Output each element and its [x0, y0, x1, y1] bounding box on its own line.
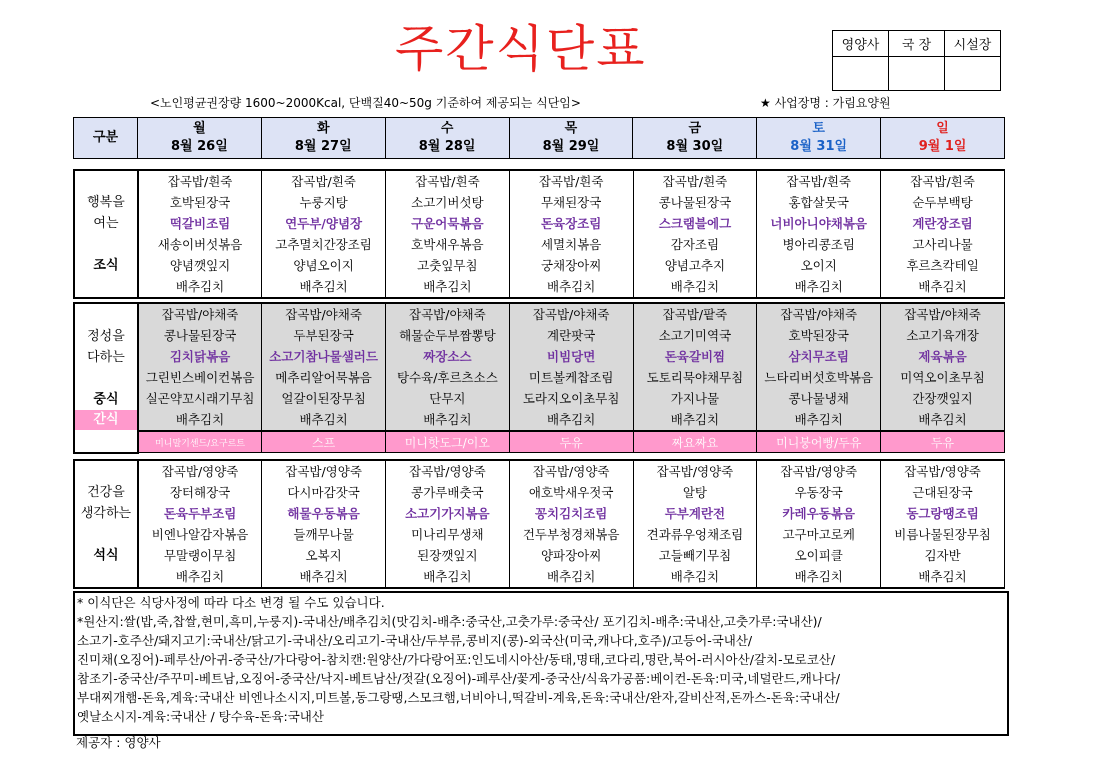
dinner-cell-wed	[385, 460, 509, 588]
day-date: 8월 27일	[294, 139, 352, 154]
main-dish: 구운어묵볶음	[411, 216, 484, 231]
breakfast-cell-tue	[262, 170, 386, 298]
menu-item: 잡곡밥/영양죽	[780, 464, 858, 479]
day-date: 8월 31일	[790, 139, 848, 154]
menu-item: 배추김치	[918, 279, 967, 294]
menu-item: 미트볼케찹조림	[528, 370, 614, 385]
menu-item: 그린빈스베이컨볶음	[145, 370, 255, 385]
menu-item: 비름나물된장무침	[894, 527, 991, 542]
day-header-wed	[385, 118, 509, 159]
day-date: 8월 28일	[418, 139, 476, 154]
snack-cell-thu: 두유	[509, 431, 633, 453]
lunch-cell-sun	[881, 303, 1005, 431]
menu-item: 잡곡밥/영양죽	[409, 464, 486, 479]
menu-item: 잡곡밥/흰죽	[415, 174, 480, 189]
menu-item: 배추김치	[547, 279, 596, 294]
page-title: 주간식단표	[395, 20, 647, 78]
menu-item: 비엔나알감자볶음	[151, 527, 249, 542]
menu-item: 간장깻잎지	[912, 391, 973, 406]
menu-item: 잡곡밥/영양죽	[656, 464, 734, 479]
main-dish: 돈육두부조림	[163, 506, 237, 521]
menu-item: 건두부청경채볶음	[522, 527, 620, 542]
menu-item: 호박된장국	[169, 195, 231, 210]
main-dish: 삼치무조림	[788, 349, 849, 364]
menu-item: 콩가루배춧국	[411, 485, 484, 500]
snack-cell-tue: 스프	[262, 431, 386, 453]
main-dish: 제육볶음	[918, 349, 967, 364]
menu-item: 콩나물된장국	[658, 195, 732, 210]
snack-cell-wed: 미니핫도그/이오	[385, 431, 509, 453]
menu-item: 배추김치	[423, 569, 472, 584]
meal-slogan: 건강을	[87, 485, 125, 500]
main-dish: 스크램블에그	[658, 216, 732, 231]
menu-item: 잡곡밥/흰죽	[786, 174, 852, 189]
menu-item: 탕수육/후르츠소스	[396, 370, 498, 385]
menu-item: 장터해장국	[169, 485, 231, 500]
menu-item: 도토리묵야채무침	[646, 370, 744, 385]
menu-item: 배추김치	[670, 412, 720, 427]
menu-item: 김자반	[924, 548, 961, 563]
menu-item: 병아리콩조림	[782, 237, 855, 252]
note-line: 부대찌개햄-돈육,계육:국내산 비엔나소시지,미트볼,동그랑땡,스모크햄,너비아니,떡갈비-계육,돈육:국내산/완자,갈비산적,돈까스-돈육:국내산/	[77, 690, 840, 705]
breakfast-label-cell	[74, 170, 138, 298]
day-header	[73, 117, 1005, 159]
menu-item: 애호박새우젓국	[528, 485, 614, 500]
menu-item: 실곤약꼬시래기무침	[145, 391, 255, 406]
day-name: 금	[688, 121, 702, 136]
menu-item: 해물순두부짬뽕탕	[399, 328, 496, 343]
dinner-cell-sat	[757, 460, 881, 588]
day-name: 일	[936, 121, 949, 136]
day-name: 목	[564, 121, 578, 136]
menu-item: 미나리무생채	[411, 527, 484, 542]
breakfast-cell-thu	[509, 170, 633, 298]
note-line: * 이식단은 식당사정에 따라 다소 변경 될 수도 있습니다.	[77, 595, 385, 610]
menu-item: 오이피클	[794, 548, 843, 563]
menu-item: 배추김치	[299, 569, 348, 584]
menu-item: 호박된장국	[788, 328, 849, 343]
note-line: 소고기-호주산/돼지고기:국내산/닭고기-국내산/오리고기-국내산/두부류,콩비지(콩)-외국산(미국,캐나다,호주)/고등어-국내산/	[77, 633, 753, 648]
menu-item: 메추리알어묵볶음	[275, 370, 372, 385]
day-name: 토	[812, 121, 825, 136]
menu-item: 소고기육개장	[906, 328, 979, 343]
lunch-cell-wed	[385, 303, 509, 431]
main-dish: 해물우동볶음	[287, 506, 360, 521]
menu-item: 잡곡밥/야채죽	[780, 307, 858, 322]
menu-item: 계란팟국	[547, 328, 596, 343]
day-name: 수	[440, 121, 454, 136]
menu-item: 알탕	[682, 485, 708, 500]
menu-item: 잡곡밥/야채죽	[409, 307, 486, 322]
lunch-label-cell	[74, 303, 138, 453]
breakfast-cell-wed	[385, 170, 509, 298]
menu-item: 잡곡밥/영양죽	[285, 464, 362, 479]
menu-item: 호박새우볶음	[411, 237, 484, 252]
menu-item: 양파장아찌	[540, 548, 602, 563]
menu-item: 세멸치볶음	[540, 237, 602, 252]
menu-item: 배추김치	[918, 569, 967, 584]
main-dish: 소고기참나물샐러드	[269, 349, 378, 364]
site-name: ★ 사업장명 : 가림요양원	[760, 96, 891, 110]
menu-item: 다시마감잣국	[287, 485, 360, 500]
menu-item: 소고기버섯탕	[411, 195, 484, 210]
provider: 제공자 : 영양사	[76, 735, 161, 750]
menu-item: 고춧잎무침	[417, 258, 478, 273]
menu-item: 배추김치	[670, 569, 720, 584]
note-line: 진미채(오징어)-페루산/아귀-중국산/가다랑어-참치캔:원양산/가다랑어포:인도네시아산/동태,명태,코다리,명란,북어-러시아산/갈치-모로코산/	[77, 652, 836, 667]
menu-item: 양념깻잎지	[169, 258, 231, 273]
meal-label: 조식	[93, 258, 119, 273]
dinner-label-cell	[74, 460, 138, 588]
lunch-cell-mon	[138, 303, 262, 431]
menu-item: 미역오이초무침	[900, 370, 985, 385]
lunch-cell-thu	[509, 303, 633, 431]
menu-item: 단무지	[429, 391, 466, 406]
lunch-cell-fri	[633, 303, 757, 431]
day-header-sun	[881, 118, 1005, 159]
main-dish: 김치닭볶음	[169, 349, 231, 364]
menu-item: 홍합살뭇국	[788, 195, 849, 210]
menu-item: 배추김치	[670, 279, 720, 294]
menu-item: 무채된장국	[540, 195, 602, 210]
header-label: 구분	[74, 118, 138, 159]
menu-item: 도라지오이초무침	[522, 391, 620, 406]
menu-item: 배추김치	[175, 569, 225, 584]
approval-label-dietitian: 영양사	[833, 31, 889, 57]
menu-item: 배추김치	[794, 569, 843, 584]
approval-box	[832, 30, 1001, 91]
main-dish: 꽁치김치조림	[534, 506, 608, 521]
breakfast-cell-mon	[138, 170, 262, 298]
menu-item: 배추김치	[794, 412, 843, 427]
day-date: 8월 30일	[666, 139, 724, 154]
subtitle: <노인평균권장량 1600~2000Kcal, 단백질40~50g 기준하여 제공되는 식단임>	[150, 96, 581, 110]
menu-item: 배추김치	[918, 412, 967, 427]
breakfast-cell-fri	[633, 170, 757, 298]
menu-item: 잡곡밥/야채죽	[161, 307, 239, 322]
menu-item: 오이지	[800, 258, 837, 273]
day-header-mon	[137, 118, 261, 159]
day-header-tue	[261, 118, 385, 159]
menu-item: 배추김치	[423, 279, 472, 294]
meal-slogan: 생각하는	[80, 506, 132, 521]
menu-item: 잡곡밥/영양죽	[161, 464, 239, 479]
menu-item: 후르츠칵테일	[906, 258, 979, 273]
menu-item: 콩나물냉채	[788, 391, 849, 406]
approval-sign-facility-head[interactable]	[945, 57, 1001, 91]
menu-item: 양념고추지	[664, 258, 726, 273]
dinner-cell-thu	[509, 460, 633, 588]
day-date: 9월 1일	[918, 139, 967, 154]
dinner-cell-mon	[138, 460, 262, 588]
menu-item: 들깨무나물	[293, 527, 354, 542]
lunch-section	[73, 302, 1005, 454]
lunch-cell-sat	[757, 303, 881, 431]
approval-label-director: 국 장	[889, 31, 945, 57]
day-header-sat	[757, 118, 881, 159]
menu-item: 가지나물	[670, 391, 720, 406]
menu-item: 배추김치	[299, 279, 348, 294]
meal-slogan: 행복을	[87, 195, 125, 210]
meal-slogan: 여는	[93, 216, 119, 231]
menu-item: 근대된장국	[912, 485, 973, 500]
menu-item: 잡곡밥/흰죽	[291, 174, 356, 189]
menu-item: 배추김치	[175, 412, 225, 427]
main-dish: 동그랑땡조림	[906, 506, 979, 521]
menu-item: 고구마고로케	[782, 527, 855, 542]
menu-item: 느타리버섯호박볶음	[764, 370, 874, 385]
note-line: 참조기-중국산/주꾸미-베트남,오징어-중국산/낙지-베트남산/젓갈(오징어)-페루산/꽃게-중국산/식육가공품:베이컨-돈육:미국,네덜란드,캐나다/	[77, 671, 841, 686]
note-line: *원산지:쌀(밥,죽,찹쌀,현미,흑미,누룽지)-국내산/배추김치(맛김치-배추:중국산,고춧가루:중국산/ 포기김치-배추:국내산,고춧가루:국내산)/	[77, 614, 822, 629]
day-header-thu	[509, 118, 633, 159]
menu-item: 잡곡밥/야채죽	[285, 307, 362, 322]
menu-item: 누룽지탕	[299, 195, 348, 210]
main-dish: 계란장조림	[912, 216, 973, 231]
menu-item: 배추김치	[299, 412, 348, 427]
main-dish: 비빔당면	[547, 349, 596, 364]
menu-item: 고사리나물	[912, 237, 973, 252]
menu-item: 소고기미역국	[658, 328, 732, 343]
approval-label-facility-head: 시설장	[945, 31, 1001, 57]
dinner-cell-fri	[633, 460, 757, 588]
menu-item: 된장깻잎지	[417, 548, 478, 563]
menu-item: 두부된장국	[293, 328, 354, 343]
menu-item: 잡곡밥/흰죽	[538, 174, 604, 189]
menu-item: 순두부백탕	[912, 195, 973, 210]
dinner-cell-sun	[881, 460, 1005, 588]
menu-item: 잡곡밥/흰죽	[662, 174, 728, 189]
snack-cell-sat: 미니붕어빵/두유	[757, 431, 881, 453]
menu-item: 잡곡밥/흰죽	[167, 174, 233, 189]
day-date: 8월 26일	[170, 139, 228, 154]
meal-slogan: 다하는	[87, 349, 125, 365]
menu-item: 배추김치	[423, 412, 472, 427]
note-line: 옛날소시지-계육:국내산 / 탕수육-돈육:국내산	[77, 709, 324, 724]
menu-item: 배추김치	[794, 279, 843, 294]
main-dish: 두부계란전	[664, 506, 726, 521]
menu-item: 무말랭이무침	[163, 548, 237, 563]
main-dish: 돈육갈비찜	[664, 349, 726, 364]
menu-item: 고추멸치간장조림	[275, 237, 372, 252]
dinner-section	[73, 459, 1005, 589]
main-dish: 연두부/양념장	[285, 216, 363, 231]
main-dish: 카레우동볶음	[782, 506, 855, 521]
menu-item: 견과류우엉채조림	[646, 527, 744, 542]
notes-box	[73, 591, 1009, 736]
menu-item: 궁채장아찌	[540, 258, 602, 273]
menu-item: 콩나물된장국	[163, 328, 237, 343]
snack-cell-fri: 짜요짜요	[633, 431, 757, 453]
menu-item: 얼갈이된장무침	[281, 391, 366, 406]
menu-item: 오복지	[305, 548, 342, 563]
main-dish: 너비아니야채볶음	[770, 216, 868, 231]
lunch-cell-tue	[262, 303, 386, 431]
snack-cell-sun: 두유	[881, 431, 1005, 453]
menu-item: 고들빼기무침	[658, 548, 732, 563]
day-name: 월	[193, 121, 206, 136]
menu-item: 잡곡밥/영양죽	[532, 464, 610, 479]
menu-item: 잡곡밥/흰죽	[910, 174, 975, 189]
main-dish: 짜장소스	[423, 349, 472, 364]
menu-item: 배추김치	[547, 569, 596, 584]
meal-label: 중식	[93, 391, 119, 407]
menu-item: 잡곡밥/팥죽	[662, 307, 728, 322]
menu-item: 잡곡밥/영양죽	[904, 464, 981, 479]
breakfast-cell-sun	[881, 170, 1005, 298]
main-dish: 떡갈비조림	[169, 216, 231, 231]
breakfast-cell-sat	[757, 170, 881, 298]
approval-sign-dietitian[interactable]	[833, 57, 889, 91]
main-dish: 돈육장조림	[540, 216, 602, 231]
approval-sign-director[interactable]	[889, 57, 945, 91]
meal-label: 석식	[93, 548, 119, 563]
breakfast-section	[73, 169, 1005, 299]
menu-item: 감자조림	[670, 237, 720, 252]
snack-cell-mon: 미니말기센드/요구르트	[138, 431, 262, 453]
menu-item: 잡곡밥/야채죽	[532, 307, 610, 322]
dinner-cell-tue	[262, 460, 386, 588]
snack-label: 간식	[75, 410, 137, 430]
meal-slogan: 정성을	[87, 328, 125, 344]
main-dish: 소고기가지볶음	[405, 506, 490, 521]
menu-item: 우동장국	[794, 485, 843, 500]
menu-item: 잡곡밥/야채죽	[904, 307, 981, 322]
menu-item: 배추김치	[175, 279, 225, 294]
menu-item: 양념오이지	[293, 258, 354, 273]
menu-item: 새송이버섯볶음	[157, 237, 243, 252]
day-date: 8월 29일	[542, 139, 600, 154]
menu-item: 배추김치	[547, 412, 596, 427]
day-name: 화	[316, 121, 330, 136]
day-header-fri	[633, 118, 757, 159]
